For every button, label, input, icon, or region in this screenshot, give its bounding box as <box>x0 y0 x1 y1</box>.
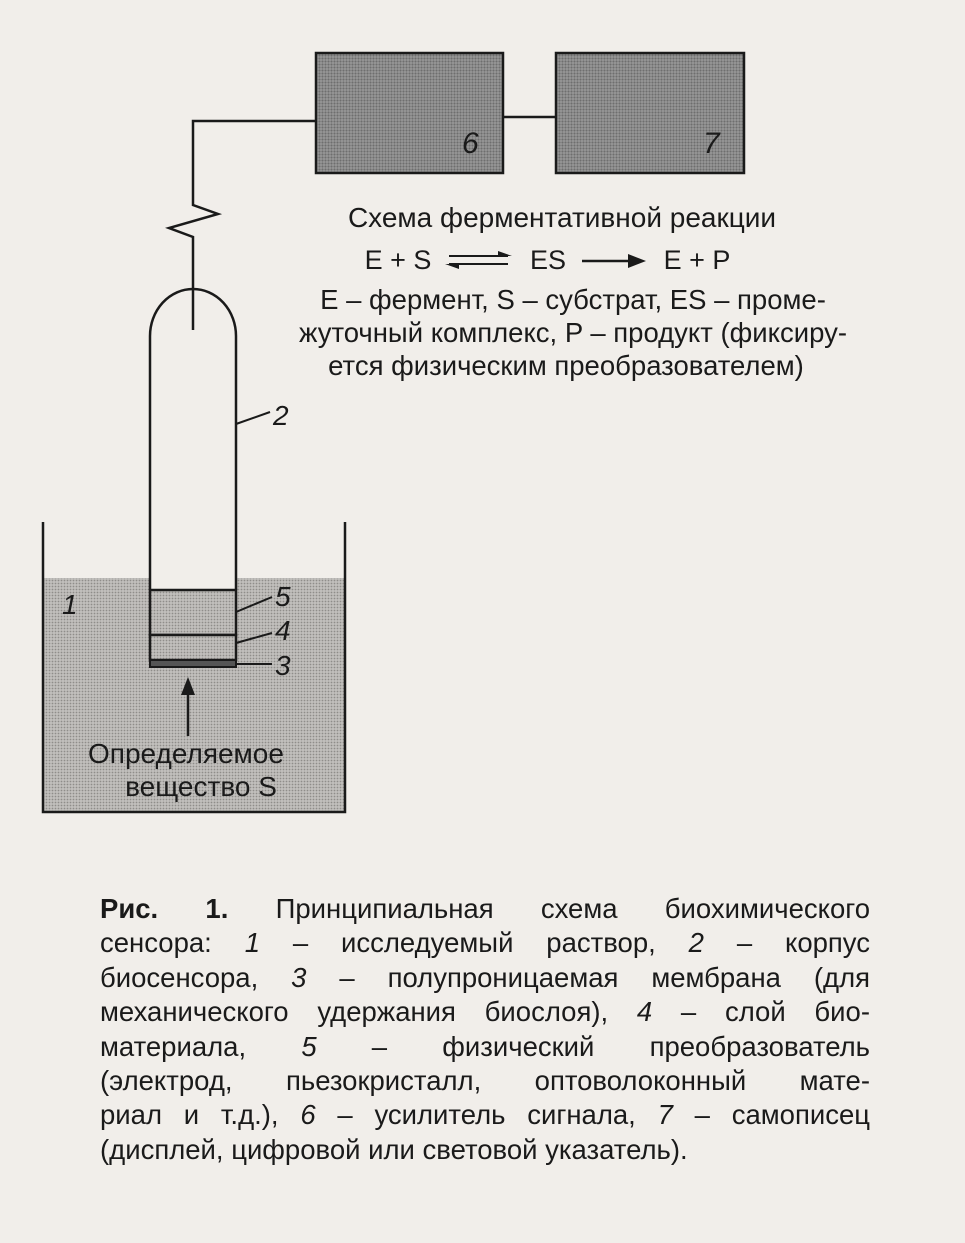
equation-middle: ES <box>529 245 567 275</box>
caption-line-1-text: Принципиальная схема биохимического <box>228 893 870 924</box>
legend-line-1: E – фермент, S – субстрат, ES – проме- <box>320 284 826 315</box>
equilibrium-arrow <box>445 251 512 269</box>
caption-text: – самописец <box>672 1099 871 1131</box>
caption-line-2 <box>100 926 870 960</box>
figure-caption <box>100 892 870 1167</box>
equation-rhs: E + P <box>663 245 731 275</box>
forward-arrow <box>582 254 646 268</box>
caption-text: риал и т.д.), <box>100 1099 301 1131</box>
analyte-label-line1: Определяемое <box>88 738 284 769</box>
analyte-label-line2: вещество S <box>125 771 277 802</box>
callout-2: 2 <box>273 400 289 431</box>
callout-line-2 <box>236 412 270 424</box>
caption-text: – усилитель сигнала, <box>315 1099 658 1131</box>
membrane-layer <box>150 660 236 667</box>
equation-lhs: E + S <box>364 245 432 275</box>
caption-text: (электрод, пьезокристалл, оптоволоконный мате- <box>100 1065 870 1097</box>
callout-1: 1 <box>62 589 78 620</box>
reaction-title: Схема ферментативной реакции <box>347 202 777 233</box>
caption-line-3 <box>100 961 870 995</box>
caption-line-7 <box>100 1098 870 1132</box>
caption-line-5 <box>100 1030 870 1064</box>
caption-item-number: 4 <box>636 996 653 1028</box>
callout-3: 3 <box>275 650 291 681</box>
caption-line-8 <box>100 1133 870 1167</box>
biomaterial-layer <box>150 635 236 660</box>
recorder-label: 7 <box>703 127 720 160</box>
callout-5: 5 <box>275 581 291 612</box>
caption-line-6 <box>100 1064 870 1098</box>
caption-item-number: 1 <box>244 927 260 959</box>
caption-label: Рис. 1. <box>100 893 229 924</box>
caption-text: – исследуемый раствор, <box>259 927 689 959</box>
caption-text: (дисплей, цифровой или световой указатель). <box>100 1133 688 1165</box>
amplifier-label: 6 <box>462 127 479 160</box>
legend-line-3: ется физическим преобразователем) <box>328 350 804 381</box>
callout-4: 4 <box>275 615 291 646</box>
caption-item-number: 5 <box>301 1030 317 1062</box>
caption-text: – корпус <box>703 927 871 959</box>
legend-line-2: жуточный комплекс, P – продукт (фиксиру- <box>298 317 848 348</box>
caption-text: – полупроницаемая мембрана (для <box>306 961 871 993</box>
transducer-layer <box>150 590 236 635</box>
caption-line-1 <box>100 892 870 926</box>
caption-text: механического удержания биослоя), <box>100 996 637 1028</box>
caption-item-number: 2 <box>688 927 704 959</box>
caption-item-number: 3 <box>291 961 307 993</box>
caption-text: сенсора: <box>100 927 245 959</box>
sensor-body <box>150 289 236 590</box>
caption-text: материала, <box>100 1030 302 1062</box>
caption-line-4 <box>100 995 870 1029</box>
caption-text: – физический преобразователь <box>316 1030 871 1062</box>
caption-item-number: 6 <box>300 1099 316 1131</box>
caption-text: биосенсора, <box>100 961 292 993</box>
caption-text: – слой био- <box>652 996 870 1028</box>
caption-item-number: 7 <box>657 1099 673 1131</box>
